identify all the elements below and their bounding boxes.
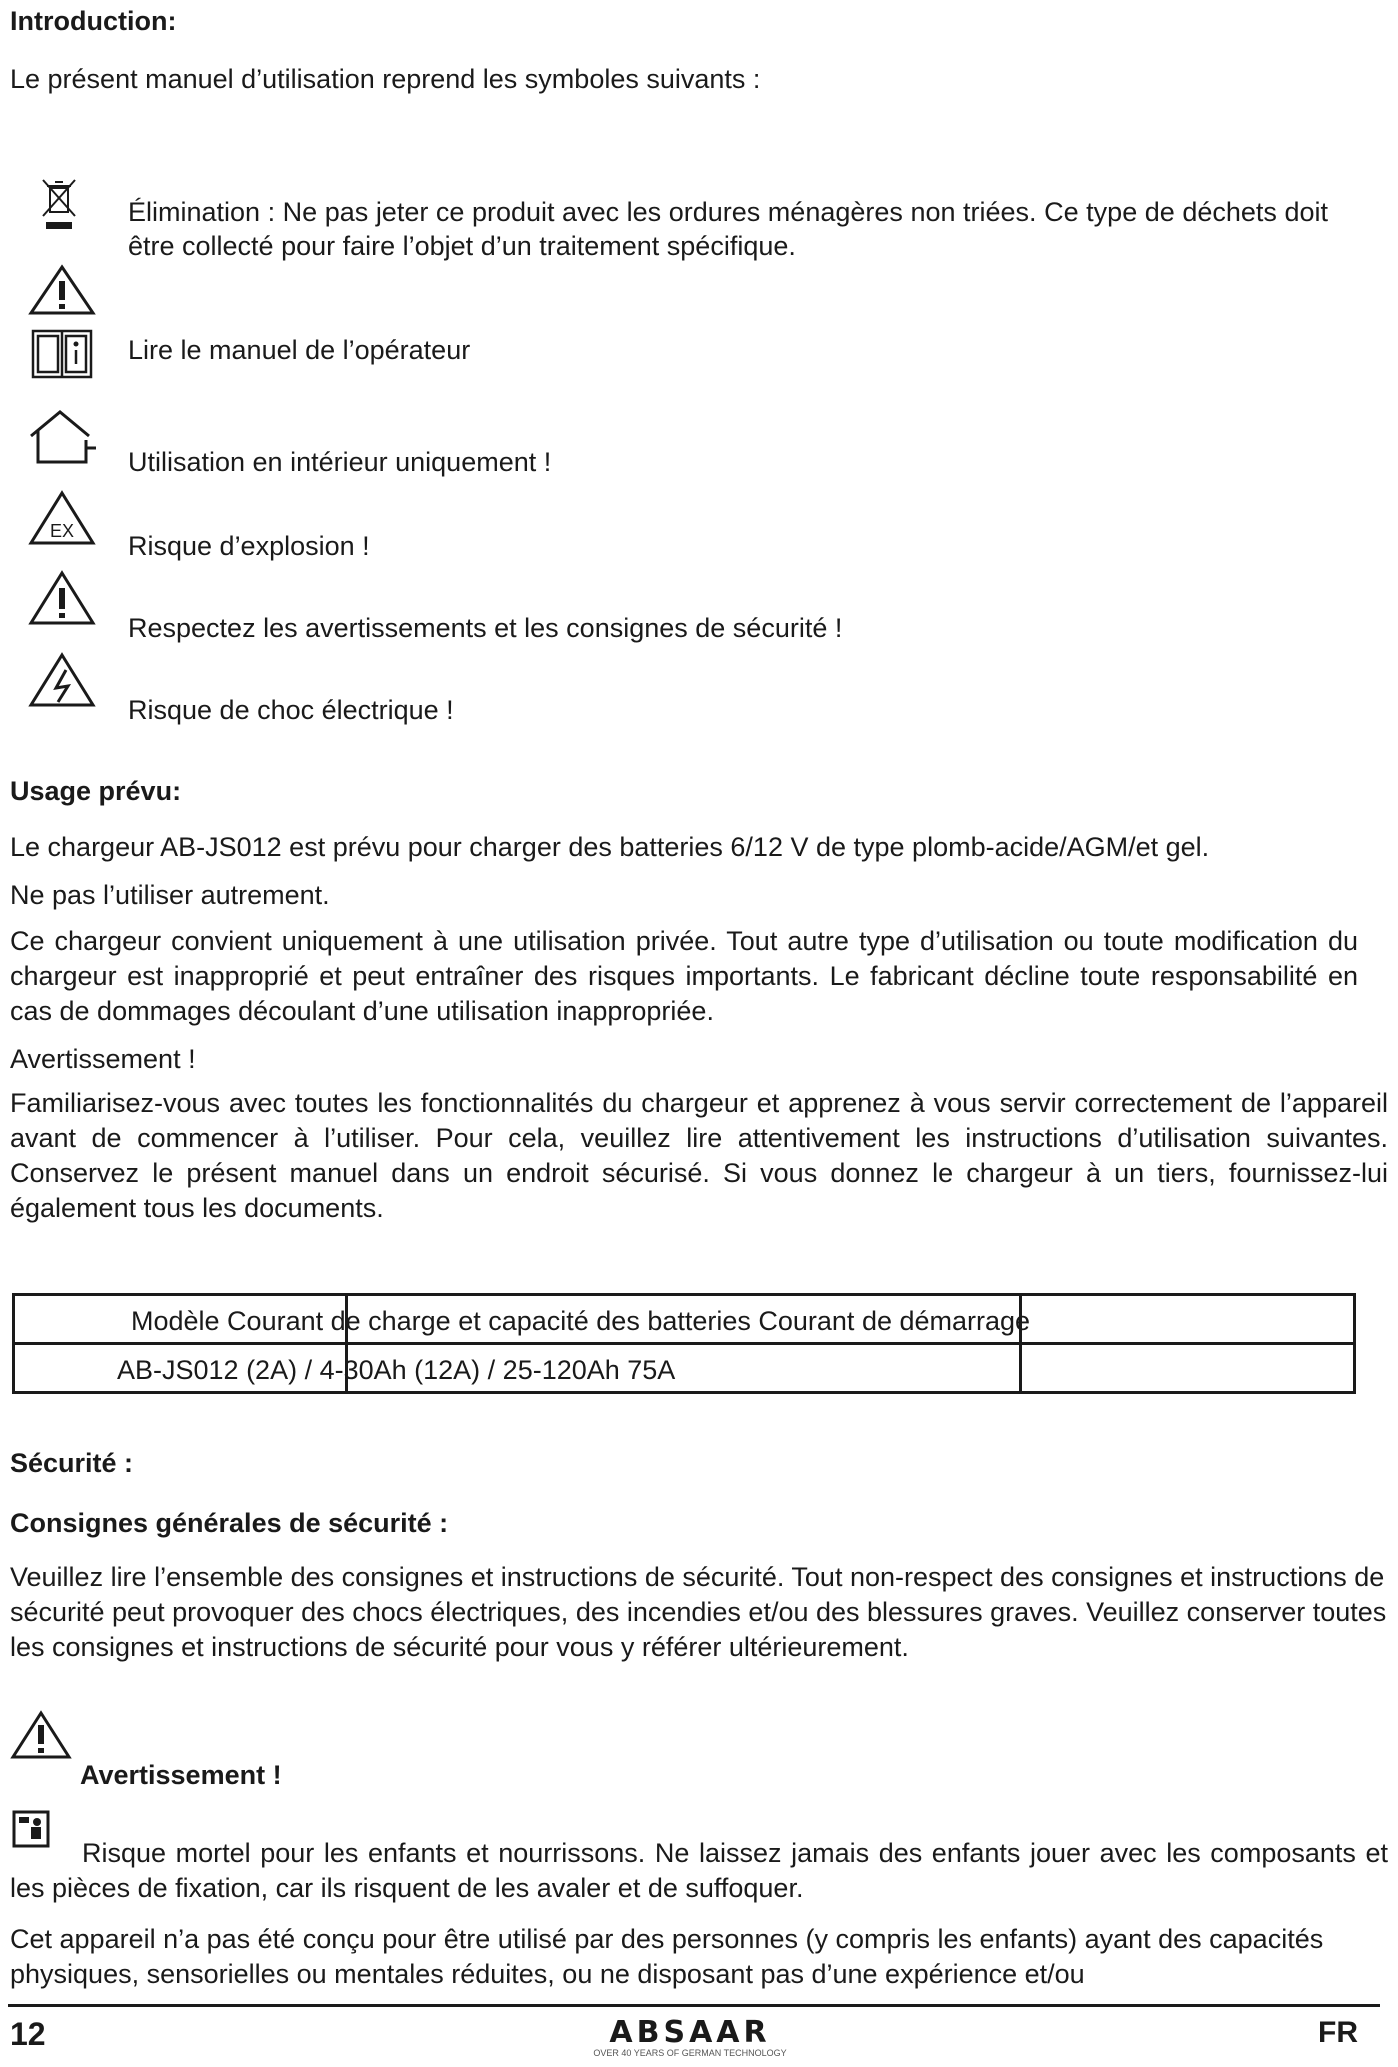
table-data-text: AB-JS012 (2A) / 4-30Ah (12A) / 25-120Ah 75A — [117, 1355, 676, 1385]
safety-paragraph-2: Risque mortel pour les enfants et nourrissons. Ne laissez jamais des enfants jouer avec les composants et les pièces de fixation, car ils risquent de les avaler et de suffoquer. — [10, 1838, 1388, 1903]
usage-paragraph-1: Le chargeur AB-JS012 est prévu pour charger des batteries 6/12 V de type plomb-acide/AGM/et gel. — [10, 832, 1210, 862]
intro-lead: Le présent manuel d’utilisation reprend les symboles suivants : — [10, 64, 761, 94]
safety-paragraph-3: Cet appareil n’a pas été conçu pour être utilisé par des personnes (y compris les enfants) ayant des capacités physiques, sensorielles ou mentales réduites, ou ne disposant pas d’une expérience et/ou — [10, 1924, 1324, 1989]
symbol-text-electric: Risque de choc électrique ! — [128, 695, 454, 725]
usage-warning-label: Avertissement ! — [10, 1044, 196, 1074]
usage-paragraph-3: Ce chargeur convient uniquement à une utilisation privée. Tout autre type d’utilisation ou toute modification du chargeur est inapproprié et peut entraîner des risques importants. Le fabricant décline toute responsabilité en cas de dommages découlant d’une utilisation inappropriée. — [10, 926, 1358, 1026]
symbol-text-disposal: Élimination : Ne pas jeter ce produit avec les ordures ménagères non triées. Ce type de déchets doit être collecté pour faire l’objet d’un traitement spécifique. — [128, 197, 1328, 261]
table-row — [14, 1295, 1355, 1344]
intro-heading: Introduction: — [10, 6, 177, 36]
table-data-cell — [14, 1344, 676, 1393]
warning-icon — [28, 570, 96, 626]
table-row — [14, 1344, 1355, 1393]
electric-shock-icon — [28, 652, 96, 708]
table-cell-empty — [1021, 1344, 1355, 1393]
usage-paragraph-2: Ne pas l’utiliser autrement. — [10, 880, 330, 910]
explosion-warning-icon — [28, 490, 96, 546]
safety-warning-heading: Avertissement ! — [80, 1760, 282, 1790]
safety-subheading: Consignes générales de sécurité : — [10, 1508, 449, 1538]
symbol-text-manual: Lire le manuel de l’opérateur — [128, 335, 471, 365]
svg-text:EX: EX — [49, 521, 75, 541]
symbol-text-warnings: Respectez les avertissements et les consignes de sécurité ! — [128, 613, 843, 643]
brand-name: ABSAAR — [609, 2015, 771, 2050]
table-cell-empty — [1021, 1295, 1355, 1344]
brand-tagline: OVER 40 YEARS OF GERMAN TECHNOLOGY — [593, 2048, 787, 2058]
warning-triangle-icon — [28, 264, 96, 316]
crossed-bin-icon — [40, 176, 78, 234]
symbol-text-indoor: Utilisation en intérieur uniquement ! — [128, 447, 552, 477]
spec-table — [12, 1293, 1356, 1394]
safety-paragraph-1: Veuillez lire l’ensemble des consignes et instructions de sécurité. Tout non-respect des consignes et instructions de sécurité peut provoquer des chocs électriques, des incendies et/ou des blessures graves. Veuillez conserver toutes les consignes et instructions de sécurité pour vous y référer ultérieurement. — [10, 1562, 1387, 1662]
indoor-house-icon — [28, 408, 98, 466]
table-header-cell — [14, 1295, 1031, 1344]
language-code: FR — [1318, 2016, 1358, 2049]
page-number: 12 — [10, 2016, 46, 2052]
usage-heading: Usage prévu: — [10, 776, 182, 806]
brand-logo — [580, 2015, 800, 2059]
manual-book-icon — [30, 328, 94, 380]
symbol-text-explosion: Risque d’explosion ! — [128, 531, 370, 561]
table-header-text: Modèle Courant de charge et capacité des batteries Courant de démarrage — [131, 1306, 1031, 1336]
usage-paragraph-5: Familiarisez-vous avec toutes les fonctionnalités du chargeur et apprenez à vous servir correctement de l’appareil avant de commencer à l’utiliser. Pour cela, veuillez lire attentivement les instructions d’utilisation suivantes. Conservez le présent manuel dans un endroit sécurisé. Si vous donnez le chargeur à un tiers, fournissez-lui également tous les documents. — [10, 1088, 1388, 1223]
footer-divider — [8, 2004, 1380, 2007]
warning-icon — [10, 1710, 72, 1760]
safety-heading: Sécurité : — [10, 1448, 134, 1478]
